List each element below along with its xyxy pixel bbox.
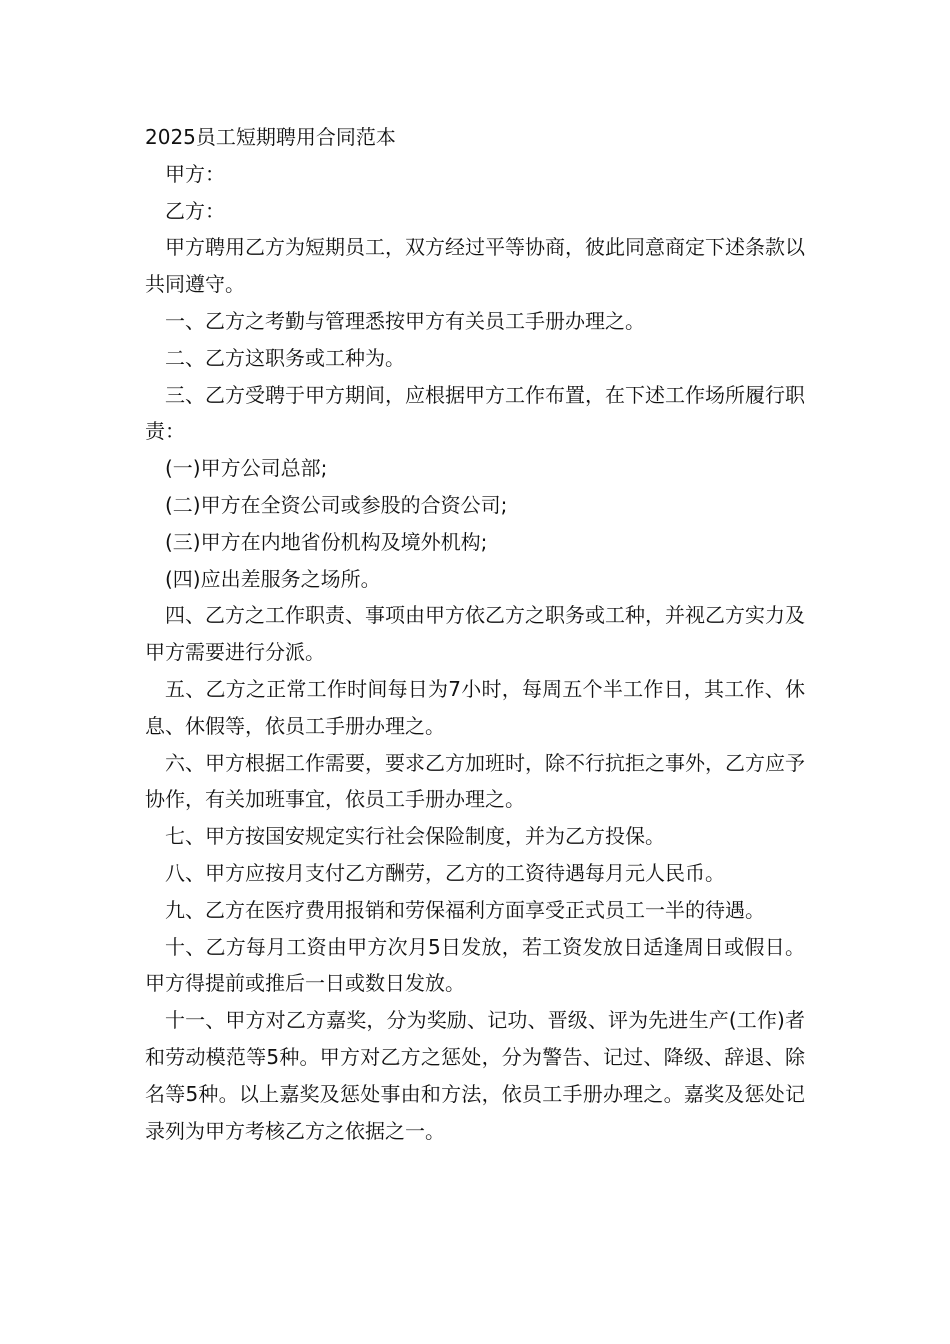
clause-1: 一、乙方之考勤与管理悉按甲方有关员工手册办理之。	[165, 308, 645, 333]
clause-9: 九、乙方在医疗费用报销和劳保福利方面享受正式员工一半的待遇。	[165, 897, 765, 922]
clause-7: 七、甲方按国安规定实行社会保险制度，并为乙方投保。	[165, 824, 665, 849]
clause-6: 六、甲方根据工作需要，要求乙方加班时，除不行抗拒之事外，乙方应予协作，有关加班事宜，依员工手册办理之。	[145, 750, 805, 812]
contract-preamble: 甲方聘用乙方为短期员工，双方经过平等协商，彼此同意商定下述条款以共同遵守。	[145, 235, 805, 297]
party-b-line: 乙方：	[165, 198, 225, 223]
clause-3-item-1: (一)甲方公司总部;	[165, 456, 328, 481]
clause-3-item-2: (二)甲方在全资公司或参股的合资公司;	[165, 492, 508, 517]
clause-8: 八、甲方应按月支付乙方酬劳，乙方的工资待遇每月元人民币。	[165, 860, 725, 885]
clause-3-item-3: (三)甲方在内地省份机构及境外机构;	[165, 529, 488, 554]
clause-4: 四、乙方之工作职责、事项由甲方依乙方之职务或工种，并视乙方实力及甲方需要进行分派。	[145, 603, 805, 665]
party-a-line: 甲方：	[165, 161, 225, 186]
clause-10: 十、乙方每月工资由甲方次月5日发放，若工资发放日适逢周日或假日。甲方得提前或推后一日或数日发放。	[145, 934, 805, 996]
document-title: 2025员工短期聘用合同范本	[145, 125, 396, 149]
clause-5: 五、乙方之正常工作时间每日为7小时，每周五个半工作日，其工作、休息、休假等，依员工手册办理之。	[145, 676, 805, 738]
clause-2: 二、乙方这职务或工种为。	[165, 345, 405, 370]
clause-3-item-4: (四)应出差服务之场所。	[165, 566, 381, 591]
clause-11: 十一、甲方对乙方嘉奖，分为奖励、记功、晋级、评为先进生产(工作)者和劳动模范等5种。甲方对乙方之惩处，分为警告、记过、降级、辞退、除名等5种。以上嘉奖及惩处事由和方法，依员工手册办理之。嘉奖及惩处记录列为甲方考核乙方之依据之一。	[145, 1008, 805, 1143]
clause-3: 三、乙方受聘于甲方期间，应根据甲方工作布置，在下述工作场所履行职责：	[145, 382, 805, 444]
document-body	[145, 119, 805, 1149]
